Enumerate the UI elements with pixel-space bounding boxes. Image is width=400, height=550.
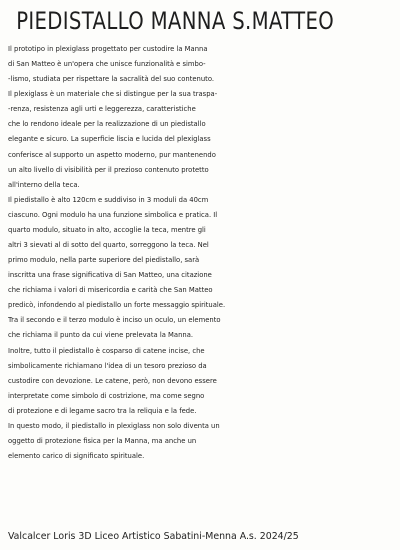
- body-text: [8, 42, 392, 464]
- text-line: -renza, resistenza agli urti e leggerezza, caratteristiche: [8, 105, 196, 114]
- text-line: conferisce al supporto un aspetto moderno, pur mantenendo: [8, 150, 216, 159]
- text-line: che richiama il punto da cui viene prelevata la Manna.: [8, 331, 194, 340]
- text-line: quarto modulo, situato in alto, accoglie la teca, mentre gli: [8, 225, 206, 234]
- text-line: predicò, infondendo al piedistallo un forte messaggio spirituale.: [8, 301, 226, 310]
- text-line: inscritta una frase significativa di San Matteo, una citazione: [8, 271, 212, 280]
- text-line: Il prototipo in plexiglass progettato per custodire la Manna: [8, 45, 208, 53]
- text-line: all'interno della teca.: [8, 180, 80, 189]
- text-line: di protezione e di legame sacro tra la reliquia e la fede.: [8, 406, 197, 415]
- text-line: oggetto di protezione fisica per la Manna, ma anche un: [8, 437, 197, 446]
- text-line: Il plexiglass è un materiale che si distingue per la sua traspa-: [8, 90, 218, 99]
- text-line: interpretate come simbolo di costrizione, ma come segno: [8, 391, 205, 400]
- signature-line: Valcalcer Loris 3D Liceo Artistico Sabatini-Menna A.s. 2024/25: [8, 531, 299, 542]
- text-line: custodire con devozione. Le catene, però, non devono essere: [8, 376, 217, 385]
- text-line: Il piedistallo è alto 120cm e suddiviso in 3 moduli da 40cm: [8, 195, 209, 204]
- text-line: ciascuno. Ogni modulo ha una funzione simbolica e pratica. Il: [8, 210, 218, 219]
- text-line: elegante e sicuro. La superficie liscia e lucida del plexiglass: [8, 135, 211, 144]
- text-line: Inoltre, tutto il piedistallo è cosparso di catene incise, che: [8, 346, 205, 355]
- text-line: Tra il secondo e il terzo modulo è inciso un oculo, un elemento: [8, 316, 221, 325]
- text-line: altri 3 sievati al di sotto del quarto, sorreggono la teca. Nel: [8, 241, 209, 250]
- text-line: che lo rendono ideale per la realizzazione di un piedistallo: [8, 120, 206, 129]
- text-line: primo modulo, nella parte superiore del piedistallo, sarà: [8, 256, 200, 265]
- text-line: di San Matteo è un'opera che unisce funzionalità e simbo-: [8, 60, 206, 69]
- text-line: -lismo, studiata per rispettare la sacralità del suo contenuto.: [8, 75, 215, 84]
- text-line: simbolicamente richiamano l'idea di un tesoro prezioso da: [8, 361, 207, 370]
- text-line: In questo modo, il piedistallo in plexiglass non solo diventa un: [8, 421, 220, 430]
- page-title: PIEDISTALLO MANNA S.MATTEO: [16, 7, 335, 35]
- text-line: un alto livello di visibilità per il prezioso contenuto protetto: [8, 165, 209, 174]
- text-line: elemento carico di significato spirituale.: [8, 452, 145, 461]
- text-line: che richiama i valori di misericordia e carità che San Matteo: [8, 286, 213, 295]
